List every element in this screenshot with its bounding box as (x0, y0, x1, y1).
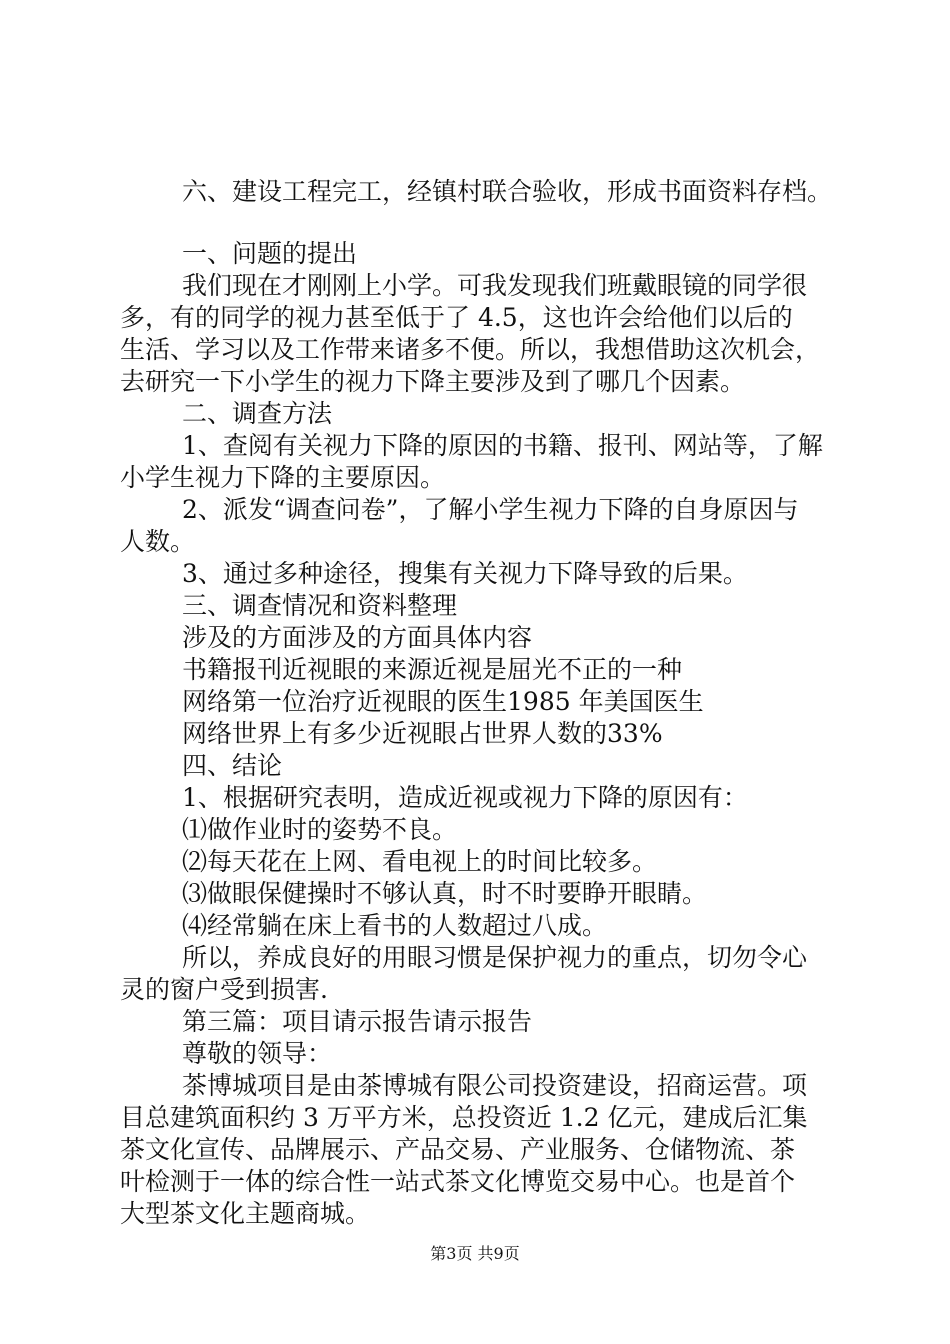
section-heading: 三、调查情况和资料整理 (182, 591, 458, 620)
paragraph-line: 大型茶文化主题商城。 (120, 1199, 371, 1228)
paragraph-gap (120, 208, 840, 238)
paragraph-line: 2、派发“调查问卷”，了解小学生视力下降的自身原因与 (182, 495, 799, 524)
list-item: ⑷经常躺在床上看书的人数超过八成。 (182, 911, 608, 940)
paragraph-line: 目总建筑面积约 3 万平方米，总投资近 1.2 亿元，建成后汇集 (120, 1103, 808, 1132)
paragraph-line: 六、建设工程完工，经镇村联合验收，形成书面资料存档。 (182, 177, 833, 206)
paragraph-line: 3、通过多种途径，搜集有关视力下降导致的后果。 (182, 559, 748, 588)
page-footer: 第3页 共9页 (430, 1244, 520, 1263)
paragraph-line: 人数。 (120, 527, 196, 556)
paragraph-line: 叶检测于一体的综合性一站式茶文化博览交易中心。也是首个 (120, 1167, 796, 1196)
paragraph-line: 灵的窗户受到损害. (120, 975, 328, 1004)
list-item: ⑴做作业时的姿势不良。 (182, 815, 458, 844)
list-item: ⑶做眼保健操时不够认真，时不时要睁开眼睛。 (182, 879, 708, 908)
table-row: 涉及的方面涉及的方面具体内容 (182, 623, 533, 652)
salutation: 尊敬的领导： (182, 1039, 333, 1068)
paragraph-line: 多，有的同学的视力甚至低于了 4.5，这也许会给他们以后的 (120, 303, 793, 332)
paragraph-line: 生活、学习以及工作带来诸多不便。所以，我想借助这次机会， (120, 335, 821, 364)
document-body (120, 176, 840, 1230)
table-row: 网络第一位治疗近视眼的医生1985 年美国医生 (182, 687, 704, 716)
paragraph-line: 1、根据研究表明，造成近视或视力下降的原因有： (182, 783, 748, 812)
paragraph-line: 茶文化宣传、品牌展示、产品交易、产业服务、仓储物流、茶 (120, 1135, 796, 1164)
section-heading: 二、调查方法 (182, 399, 333, 428)
paragraph-line: 1、查阅有关视力下降的原因的书籍、报刊、网站等，了解 (182, 431, 823, 460)
section-heading: 一、问题的提出 (182, 239, 358, 268)
paragraph-line: 去研究一下小学生的视力下降主要涉及到了哪几个因素。 (120, 367, 746, 396)
table-row: 网络世界上有多少近视眼占世界人数的33% (182, 719, 663, 748)
paragraph-line: 所以，养成良好的用眼习惯是保护视力的重点，切勿令心 (182, 943, 808, 972)
list-item: ⑵每天花在上网、看电视上的时间比较多。 (182, 847, 658, 876)
chapter-heading: 第三篇：项目请示报告请示报告 (182, 1007, 533, 1036)
section-heading: 四、结论 (182, 751, 283, 780)
paragraph-line: 我们现在才刚刚上小学。可我发现我们班戴眼镜的同学很 (182, 271, 808, 300)
paragraph-line: 茶博城项目是由茶博城有限公司投资建设，招商运营。项 (182, 1071, 808, 1100)
paragraph-line: 小学生视力下降的主要原因。 (120, 463, 446, 492)
table-row: 书籍报刊近视眼的来源近视是屈光不正的一种 (182, 655, 683, 684)
